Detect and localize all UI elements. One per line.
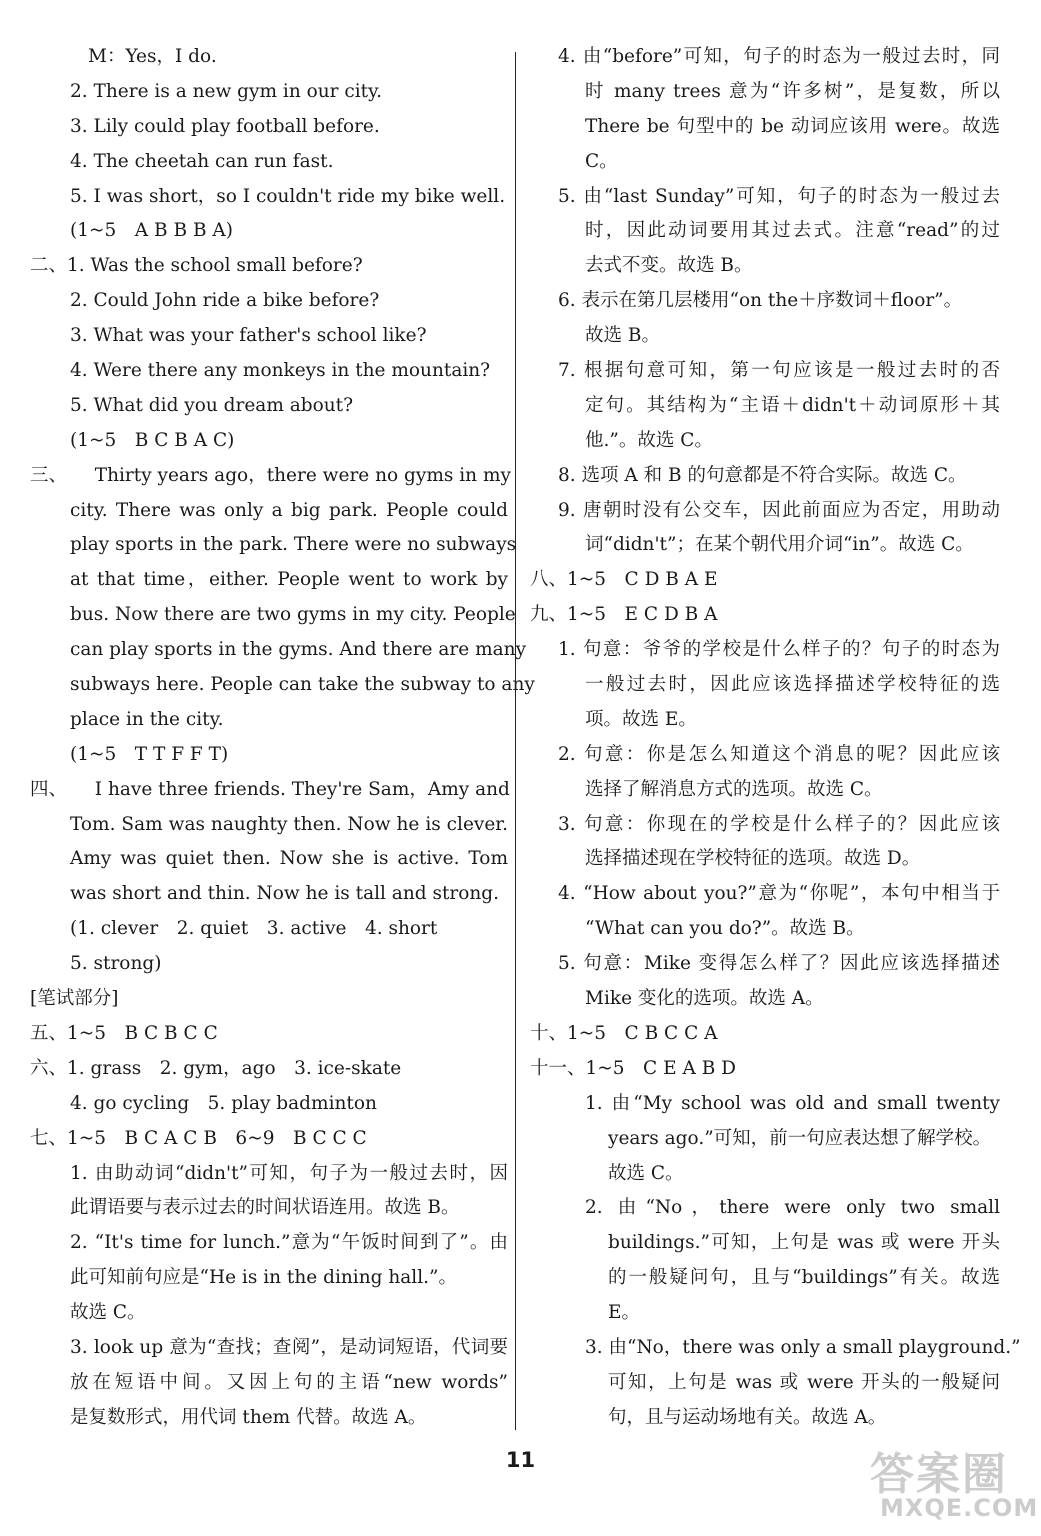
right-line-7: 去式不变。故选 B。 — [585, 255, 753, 277]
right-line-22: 选择了解消息方式的选项。故选 C。 — [585, 778, 883, 800]
right-line-32: years ago.”可知，前一句应表达想了解学校。 — [608, 1127, 992, 1149]
right-line-11: 定句。其结构为“主语＋didn't＋动词原形＋其 — [585, 394, 1000, 416]
right-line-15: 词“didn't”；在某个朝代用介词“in”。故选 C。 — [585, 534, 974, 556]
watermark-text: 答案圈 — [870, 1449, 1008, 1500]
left-line-32: 七、1~5 B C A C B 6~9 B C C C — [30, 1127, 367, 1149]
right-line-13: 8. 选项 A 和 B 的句意都是不符合实际。故选 C。 — [558, 464, 967, 486]
left-line-8: 2. Could John ride a bike before? — [70, 290, 380, 312]
left-line-5: 5. I was short，so I couldn't ride my bike well. — [70, 185, 506, 207]
right-line-23: 3. 句意：你现在的学校是什么样子的？因此应该 — [558, 813, 1000, 835]
left-line-14: city. There was only a big park. People could — [70, 499, 508, 521]
left-line-36: 此可知前句应是“He is in the dining hall.”。 — [70, 1267, 457, 1289]
left-line-19: subways here. People can take the subway to any — [70, 674, 535, 696]
left-line-17: bus. Now there are two gyms in my city. People — [70, 604, 516, 626]
watermark-logo — [858, 1438, 1038, 1532]
left-line-6: (1~5 A B B B A) — [70, 220, 234, 242]
left-line-2: 2. There is a new gym in our city. — [70, 80, 382, 102]
left-line-23: Tom. Sam was naughty then. Now he is clever. — [70, 813, 508, 835]
left-line-29: 五、1~5 B C B C C — [30, 1022, 218, 1044]
left-line-21: (1~5 T T F F T) — [70, 743, 229, 765]
right-line-9: 故选 B。 — [585, 325, 660, 347]
right-line-6: 时，因此动词要用其过去式。注意“read”的过 — [585, 220, 1000, 242]
right-line-30: 十一、1~5 C E A B D — [530, 1057, 737, 1079]
left-line-34: 此谓语要与表示过去的时间状语连用。故选 B。 — [70, 1197, 460, 1219]
right-line-21: 2. 句意：你是怎么知道这个消息的呢？因此应该 — [558, 743, 1000, 765]
left-line-31: 4. go cycling 5. play badminton — [70, 1092, 377, 1114]
right-line-16: 八、1~5 C D B A E — [530, 569, 718, 591]
left-line-37: 故选 C。 — [70, 1302, 146, 1324]
right-line-2: 时 many trees 意为“许多树”，是复数，所以 — [585, 80, 1000, 102]
right-line-40: 句，且与运动场地有关。故选 A。 — [608, 1406, 887, 1428]
page-number: 11 — [505, 1448, 536, 1472]
left-line-7: 二、1. Was the school small before? — [30, 255, 363, 277]
left-line-13: 三、 Thirty years ago，there were no gyms in my — [30, 464, 511, 486]
left-line-18: can play sports in the gyms. And there are many — [70, 639, 527, 661]
left-line-40: 是复数形式，用代词 them 代替。故选 A。 — [70, 1406, 427, 1428]
left-line-27: 5. strong) — [70, 953, 162, 975]
left-line-25: was short and thin. Now he is tall and strong. — [70, 883, 500, 905]
left-line-12: (1~5 B C B A C) — [70, 429, 235, 451]
left-line-39: 放在短语中间。又因上句的主语“new words” — [70, 1371, 508, 1393]
right-line-33: 故选 C。 — [608, 1162, 684, 1184]
left-line-16: at that time，either. People went to work by — [70, 569, 508, 591]
right-line-3: There be 句型中的 be 动词应该用 were。故选 — [585, 115, 1000, 137]
right-line-1: 4. 由“before”可知，句子的时态为一般过去时，同 — [558, 46, 1000, 67]
left-line-1: M：Yes，I do. — [88, 46, 217, 67]
left-line-20: place in the city. — [70, 708, 224, 730]
left-line-38: 3. look up 意为“查找；查阅”，是动词短语，代词要 — [70, 1336, 508, 1358]
watermark-url: MXQE.COM — [880, 1494, 1039, 1522]
right-line-27: 5. 句意：Mike 变得怎么样了？因此应该选择描述 — [558, 953, 1000, 975]
right-line-35: buildings.”可知，上句是 was 或 were 开头 — [608, 1232, 1000, 1254]
right-line-28: Mike 变化的选项。故选 A。 — [585, 988, 824, 1010]
right-line-24: 选择描述现在学校特征的选项。故选 D。 — [585, 848, 921, 870]
right-line-17: 九、1~5 E C D B A — [530, 604, 718, 626]
right-line-18: 1. 句意：爷爷的学校是什么样子的？句子的时态为 — [558, 639, 1000, 661]
right-line-26: “What can you do?”。故选 B。 — [585, 918, 865, 940]
left-line-28: [笔试部分] — [30, 988, 119, 1010]
right-line-20: 项。故选 E。 — [585, 708, 697, 730]
right-line-12: 他.”。故选 C。 — [585, 429, 713, 451]
left-line-35: 2. “It's time for lunch.”意为“午饭时间到了”。由 — [70, 1232, 508, 1254]
left-line-24: Amy was quiet then. Now she is active. Tom — [70, 848, 508, 870]
left-line-9: 3. What was your father's school like? — [70, 325, 427, 347]
left-line-30: 六、1. grass 2. gym，ago 3. ice-skate — [30, 1057, 402, 1079]
right-line-39: 可知，上句是 was 或 were 开头的一般疑问 — [608, 1371, 1000, 1393]
right-line-36: 的一般疑问句，且与“buildings”有关。故选 — [608, 1267, 1000, 1289]
right-line-37: E。 — [608, 1302, 641, 1324]
right-line-4: C。 — [585, 150, 618, 172]
left-line-22: 四、 I have three friends. They're Sam，Amy and — [30, 778, 510, 800]
left-line-15: play sports in the park. There were no subways — [70, 534, 517, 556]
left-line-26: (1. clever 2. quiet 3. active 4. short — [70, 918, 438, 940]
right-column — [530, 40, 1021, 1436]
left-line-3: 3. Lily could play football before. — [70, 115, 380, 137]
left-line-4: 4. The cheetah can run fast. — [70, 150, 334, 172]
left-column — [30, 40, 535, 1436]
right-line-31: 1. 由“My school was old and small twenty — [585, 1092, 1000, 1114]
right-line-8: 6. 表示在第几层楼用“on the＋序数词＋floor”。 — [558, 290, 963, 312]
right-line-34: 2. 由“No，there were only two small — [585, 1197, 1000, 1219]
right-line-38: 3. 由“No，there was only a small playground.” — [585, 1336, 1021, 1358]
left-line-33: 1. 由助动词“didn't”可知，句子为一般过去时，因 — [70, 1162, 508, 1184]
right-line-5: 5. 由“last Sunday”可知，句子的时态为一般过去 — [558, 185, 1000, 207]
right-line-19: 一般过去时，因此应该选择描述学校特征的选 — [585, 674, 1000, 696]
right-line-25: 4. “How about you?”意为“你呢”，本句中相当于 — [558, 883, 1000, 905]
right-line-29: 十、1~5 C B C C A — [530, 1022, 718, 1044]
column-divider — [515, 52, 516, 1430]
right-line-10: 7. 根据句意可知，第一句应该是一般过去时的否 — [558, 360, 1000, 382]
left-line-11: 5. What did you dream about? — [70, 394, 354, 416]
right-line-14: 9. 唐朝时没有公交车，因此前面应为否定，用助动 — [558, 499, 1000, 521]
left-line-10: 4. Were there any monkeys in the mountain? — [70, 360, 491, 382]
